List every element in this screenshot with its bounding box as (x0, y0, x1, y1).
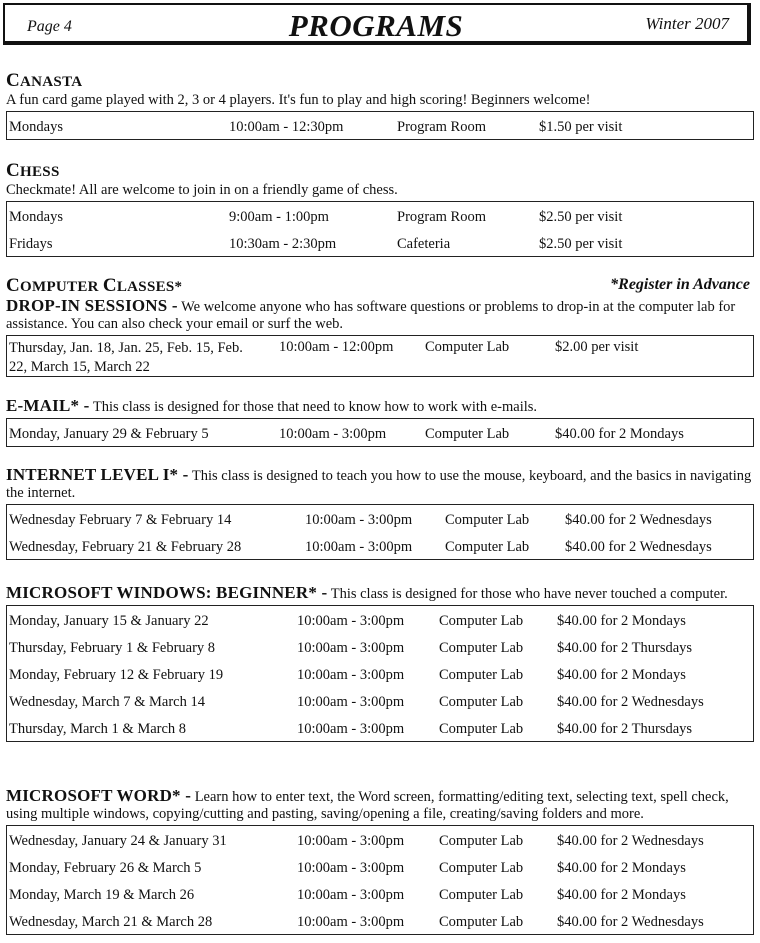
schedule-day: Wednesday, March 21 & March 28 (9, 914, 213, 930)
schedule-price: $40.00 for 2 Wednesdays (557, 833, 704, 849)
word-description: MICROSOFT WORD* - Learn how to enter text, the Word screen, formatting/editing text, selecting text, spell check, using multiple windows, copying/cutting and pasting, saving/opening a file, creating/saving folders and more. (6, 786, 729, 822)
schedule-day: Wednesday, March 7 & March 14 (9, 694, 205, 710)
schedule-price: $40.00 for 2 Mondays (557, 887, 686, 903)
schedule-day: Monday, February 26 & March 5 (9, 860, 202, 876)
schedule-price: $2.00 per visit (555, 339, 639, 355)
internet-section (6, 466, 756, 560)
schedule-row (7, 112, 753, 139)
season-label: Winter 2007 (645, 14, 729, 33)
dropin-section (6, 297, 756, 377)
computer-classes-title: COMPUTER CLASSES* (6, 275, 183, 296)
schedule-row (7, 419, 753, 446)
schedule-row (7, 687, 753, 714)
schedule-day: Monday, January 29 & February 5 (9, 426, 209, 442)
schedule-time: 10:00am - 3:00pm (305, 512, 413, 528)
schedule-location: Computer Lab (439, 694, 524, 710)
schedule-time: 10:00am - 3:00pm (297, 694, 405, 710)
schedule-time: 10:00am - 3:00pm (297, 721, 405, 737)
chess-section (6, 160, 756, 257)
schedule-price: $2.50 per visit (539, 236, 623, 252)
canasta-title: CANASTA (6, 70, 83, 91)
windows-schedule (6, 605, 754, 742)
windows-description: MICROSOFT WINDOWS: BEGINNER* - This class is designed for those who have never touched a computer. (6, 583, 728, 602)
page-title: PROGRAMS (288, 8, 464, 43)
canasta-schedule (6, 111, 754, 140)
schedule-time: 10:00am - 3:00pm (305, 539, 413, 555)
schedule-time: 10:00am - 3:00pm (279, 426, 387, 442)
schedule-row (7, 714, 753, 741)
register-note: *Register in Advance (610, 276, 750, 293)
schedule-location: Computer Lab (439, 833, 524, 849)
schedule-price: $2.50 per visit (539, 209, 623, 225)
word-heading: MICROSOFT WORD* - (6, 786, 192, 805)
schedule-row (7, 826, 753, 853)
schedule-time: 10:00am - 3:00pm (297, 860, 405, 876)
schedule-location: Computer Lab (439, 613, 524, 629)
schedule-time: 10:30am - 2:30pm (229, 236, 337, 252)
schedule-price: $40.00 for 2 Mondays (557, 667, 686, 683)
schedule-day: Fridays (9, 236, 53, 252)
schedule-location: Computer Lab (439, 721, 524, 737)
schedule-time: 10:00am - 3:00pm (297, 667, 405, 683)
schedule-day: Wednesday, February 21 & February 28 (9, 539, 242, 555)
canasta-section (6, 70, 756, 140)
internet-schedule (6, 504, 754, 560)
schedule-day: Mondays (9, 209, 63, 225)
schedule-day: Thursday, February 1 & February 8 (9, 640, 216, 656)
schedule-day: Mondays (9, 119, 63, 135)
canasta-description: A fun card game played with 2, 3 or 4 players. It's fun to play and high scoring! Beginners welcome! (6, 92, 591, 108)
schedule-row (7, 880, 753, 907)
schedule-day: Thursday, March 1 & March 8 (9, 721, 187, 737)
schedule-location: Computer Lab (445, 539, 530, 555)
schedule-row (7, 229, 753, 256)
schedule-price: $40.00 for 2 Mondays (555, 426, 684, 442)
schedule-day: Monday, February 12 & February 19 (9, 667, 224, 683)
email-schedule (6, 418, 754, 447)
schedule-row (7, 907, 753, 934)
schedule-day: Thursday, Jan. 18, Jan. 25, Feb. 15, Feb. 22, March 15, March 22 (9, 340, 243, 375)
chess-description: Checkmate! All are welcome to join in on a friendly game of chess. (6, 182, 398, 198)
schedule-time: 10:00am - 3:00pm (297, 613, 405, 629)
schedule-location: Program Room (397, 119, 487, 135)
schedule-price: $1.50 per visit (539, 119, 623, 135)
schedule-row (7, 853, 753, 880)
dropin-description: DROP-IN SESSIONS - We welcome anyone who has software questions or problems to drop-in at the computer lab for assistance. You can also check your email or surf the web. (6, 296, 736, 332)
schedule-day: Wednesday, January 24 & January 31 (9, 833, 227, 849)
schedule-time: 10:00am - 3:00pm (297, 887, 405, 903)
chess-schedule (6, 201, 754, 257)
schedule-location: Computer Lab (425, 339, 510, 355)
schedule-row (7, 336, 753, 376)
schedule-time: 9:00am - 1:00pm (229, 209, 329, 225)
schedule-location: Computer Lab (439, 887, 524, 903)
schedule-location: Program Room (397, 209, 487, 225)
schedule-location: Computer Lab (425, 426, 510, 442)
schedule-day: Monday, March 19 & March 26 (9, 887, 195, 903)
schedule-day: Monday, January 15 & January 22 (9, 613, 209, 629)
schedule-time: 10:00am - 3:00pm (297, 914, 405, 930)
schedule-row (7, 202, 753, 229)
schedule-price: $40.00 for 2 Thursdays (557, 721, 693, 737)
schedule-row (7, 505, 753, 532)
schedule-price: $40.00 for 2 Wednesdays (565, 539, 712, 555)
schedule-price: $40.00 for 2 Mondays (557, 613, 686, 629)
schedule-time: 10:00am - 3:00pm (297, 640, 405, 656)
email-section (6, 397, 756, 447)
schedule-price: $40.00 for 2 Thursdays (557, 640, 693, 656)
schedule-location: Cafeteria (397, 236, 451, 252)
schedule-location: Computer Lab (439, 667, 524, 683)
schedule-row (7, 532, 753, 559)
schedule-price: $40.00 for 2 Mondays (557, 860, 686, 876)
dropin-heading: DROP-IN SESSIONS - (6, 296, 178, 315)
schedule-price: $40.00 for 2 Wednesdays (557, 694, 704, 710)
schedule-location: Computer Lab (439, 640, 524, 656)
schedule-time: 10:00am - 12:30pm (229, 119, 344, 135)
internet-heading: INTERNET LEVEL I* - (6, 465, 189, 484)
schedule-day: Wednesday February 7 & February 14 (9, 512, 232, 528)
email-description: E-MAIL* - This class is designed for those that need to know how to work with e-mails. (6, 396, 538, 415)
internet-description: INTERNET LEVEL I* - This class is designed to teach you how to use the mouse, keyboard, and the basics in navigating the internet. (6, 465, 752, 501)
schedule-location: Computer Lab (445, 512, 530, 528)
page-number: Page 4 (27, 18, 72, 35)
schedule-location: Computer Lab (439, 860, 524, 876)
schedule-price: $40.00 for 2 Wednesdays (557, 914, 704, 930)
schedule-time: 10:00am - 12:00pm (279, 339, 394, 355)
schedule-time: 10:00am - 3:00pm (297, 833, 405, 849)
word-section (6, 787, 756, 935)
dropin-schedule (6, 335, 754, 377)
schedule-row (7, 606, 753, 633)
schedule-price: $40.00 for 2 Wednesdays (565, 512, 712, 528)
page-header (3, 3, 751, 45)
windows-section (6, 584, 756, 742)
windows-heading: MICROSOFT WINDOWS: BEGINNER* - (6, 583, 328, 602)
schedule-row (7, 660, 753, 687)
email-heading: E-MAIL* - (6, 396, 90, 415)
schedule-row (7, 633, 753, 660)
chess-title: CHESS (6, 160, 60, 181)
computer-classes-section (6, 275, 756, 297)
schedule-location: Computer Lab (439, 914, 524, 930)
word-schedule (6, 825, 754, 935)
